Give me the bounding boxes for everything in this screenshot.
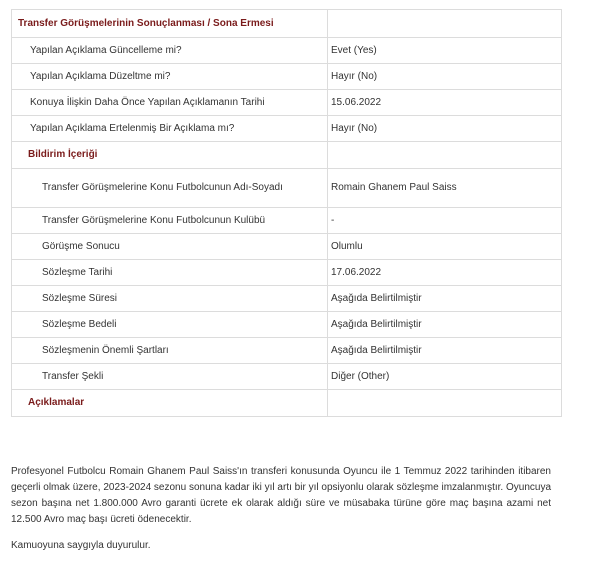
player-name-label: Transfer Görüşmelerine Konu Futbolcunun Adı-Soyadı [12,169,328,208]
explanations-header-empty-cell [328,390,562,417]
explanations-body [11,464,551,554]
notification-content-title: Bildirim İçeriği [12,142,328,169]
table-row [12,312,562,338]
table-row [12,116,562,142]
table-row [12,90,562,116]
table-row [12,38,562,64]
correction-question-label: Yapılan Açıklama Düzeltme mi? [12,64,328,90]
explanations-title: Açıklamalar [12,390,328,417]
explanation-paragraph: Profesyonel Futbolcu Romain Ghanem Paul Saiss'ın transferi konusunda Oyuncu ile 1 Temmuz 2022 tarihinden itibaren geçerli olmak üzere, 2023-2024 sezonu sonuna kadar iki yıl artı bir yıl opsiyonlu olarak sözleşme imzalanmıştır. Oyuncuya sezon başına net 1.800.000 Avro garanti ücrete ek olarak aldığı süre ve müsabaka türüne göre maç başına azami net 12.500 Avro maç başı ücreti ödenecektir. [11,466,551,525]
deferred-question-value: Hayır (No) [328,116,562,142]
table-row [12,64,562,90]
table-row [12,260,562,286]
closing-statement: Kamuoyuna saygıyla duyurulur. [11,540,151,551]
table-row [12,169,562,208]
subsection-header-row [12,142,562,169]
transfer-type-label: Transfer Şekli [12,364,328,390]
previous-disclosure-date-label: Konuya İlişkin Daha Önce Yapılan Açıklamanın Tarihi [12,90,328,116]
section-title: Transfer Görüşmelerinin Sonuçlanması / Sona Ermesi [12,10,328,38]
section-header-empty-cell [328,10,562,38]
negotiation-result-label: Görüşme Sonucu [12,234,328,260]
disclosure-panel [11,9,561,417]
contract-date-label: Sözleşme Tarihi [12,260,328,286]
subsection-header-empty-cell [328,142,562,169]
correction-question-value: Hayır (No) [328,64,562,90]
deferred-question-label: Yapılan Açıklama Ertelenmiş Bir Açıklama mı? [12,116,328,142]
disclosure-table [11,9,562,417]
player-name-value: Romain Ghanem Paul Saiss [328,169,562,208]
player-club-value: - [328,208,562,234]
contract-terms-label: Sözleşmenin Önemli Şartları [12,338,328,364]
contract-date-value: 17.06.2022 [328,260,562,286]
section-header-row [12,10,562,38]
negotiation-result-value: Olumlu [328,234,562,260]
update-question-label: Yapılan Açıklama Güncelleme mi? [12,38,328,64]
player-club-label: Transfer Görüşmelerine Konu Futbolcunun Kulübü [12,208,328,234]
contract-fee-value: Aşağıda Belirtilmiştir [328,312,562,338]
table-row [12,286,562,312]
update-question-value: Evet (Yes) [328,38,562,64]
contract-fee-label: Sözleşme Bedeli [12,312,328,338]
subsection-header-row [12,390,562,417]
transfer-type-value: Diğer (Other) [328,364,562,390]
table-row [12,364,562,390]
contract-duration-label: Sözleşme Süresi [12,286,328,312]
contract-duration-value: Aşağıda Belirtilmiştir [328,286,562,312]
table-row [12,338,562,364]
table-row [12,234,562,260]
previous-disclosure-date-value: 15.06.2022 [328,90,562,116]
contract-terms-value: Aşağıda Belirtilmiştir [328,338,562,364]
table-row [12,208,562,234]
